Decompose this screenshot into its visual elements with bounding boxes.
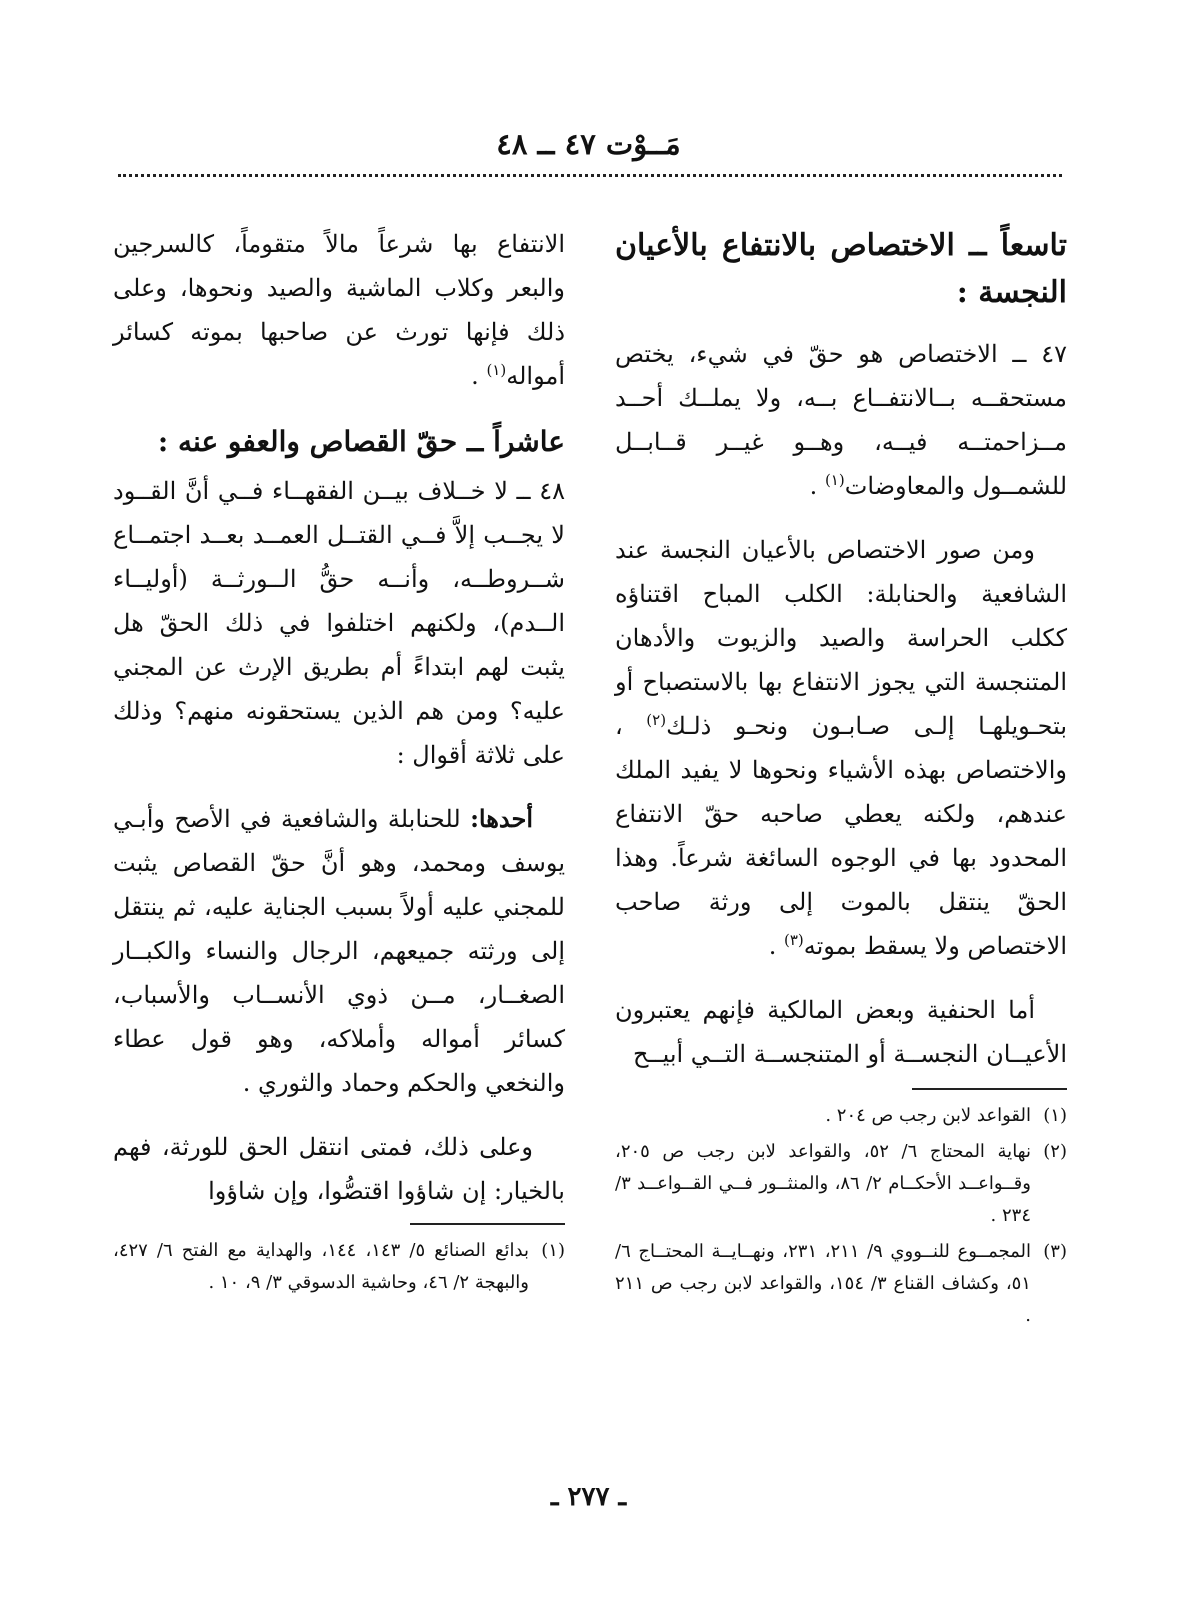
footnote-number: (٢)	[1043, 1141, 1067, 1162]
paragraph-najasa-text: ومن صور الاختصاص بالأعيان النجسة عند الشافعية والحنابلة: الكلب المباح اقتناؤه ككلب الحراسة والصيد والزيوت والأدهان المتنجسة التي يجوز الانتفاع بها بالاستصباح أو بتحـويلهـا إلـى صـابـون ونحـو ذلـك	[615, 536, 1067, 740]
footnote-ref-1[interactable]: (١)	[824, 471, 845, 489]
footnote-text: نهاية المحتاج ٦/ ٥٢، والقواعد لابن رجب ص ٢٠٥، وقــواعــد الأحكــام ٢/ ٨٦، والمنثــور فــي القــواعــد ٣/ ٢٣٤ .	[615, 1141, 1031, 1226]
footnote-ref-2[interactable]: (٢)	[646, 711, 667, 729]
footnote-item	[113, 1235, 565, 1299]
footnote-number: (١)	[1043, 1105, 1067, 1126]
paragraph-47-end: .	[809, 472, 825, 500]
first-opinion-lead: أحدها:	[470, 804, 533, 833]
footnote-item	[615, 1136, 1067, 1232]
paragraph-heirs-choice: وعلى ذلك، فمتى انتقل الحق للورثة، فهم بالخيار: إن شاؤوا اقتصُّوا، وإن شاؤوا	[113, 1133, 565, 1205]
footnote-ref-3[interactable]: (٣)	[783, 931, 804, 949]
footnote-text: القواعد لابن رجب ص ٢٠٤ .	[825, 1105, 1031, 1126]
paragraph-47-text: ٤٧ ــ الاختصاص هو حقّ في شيء، يختص مستحقــه بــالانتفــاع بــه، ولا يملــك أحــد مــزاحمتــه فيــه، وهــو غيــر قــابــل للشمــول والمعاوضات	[615, 340, 1067, 500]
footnote-text: بدائع الصنائع ٥/ ١٤٣، ١٤٤، والهداية مع الفتح ٦/ ٤٢٧، والبهجة ٢/ ٤٦، وحاشية الدسوقي ٣/ ٩، ١٠ .	[113, 1240, 529, 1293]
paragraph-najasa-examples	[615, 528, 1067, 968]
footnote-item	[615, 1236, 1067, 1332]
footnote-number: (١)	[541, 1240, 565, 1261]
paragraph-48: ٤٨ ــ لا خــلاف بيــن الفقهــاء فــي أنَّ القــود لا يجــب إلاَّ فــي القتــل العمــد بعــد اجتمــاع شــروطــه، وأنــه حقُّ الــورثــة (أوليــاء الــدم)، ولكنهم اختلفوا في ذلك الحقّ هل يثبت لهم ابتداءً أم بطريق الإرث عن المجني عليه؟ ومن هم الذين يستحقونه منهم؟ وذلك على ثلاثة أقوال :	[113, 477, 565, 769]
paragraph-first-opinion	[113, 797, 565, 1105]
header-dotted-rule	[118, 174, 1062, 177]
running-head: مَــوْت ٤٧ ــ ٤٨	[496, 127, 681, 161]
footnote-ref-1-left[interactable]: (١)	[486, 361, 507, 379]
section-heading-ninth: تاسعاً ــ الاختصاص بالانتفاع بالأعيان النجسة :	[615, 228, 1067, 310]
right-column	[615, 222, 1067, 1336]
first-opinion-text: للحنابلة والشافعية في الأصح وأبـي يوسف ومحمد، وهو أنَّ حقّ القصاص يثبت للمجني عليه أولاً بسبب الجناية عليه، ثم ينتقل إلى ورثته جميعهم، الرجال والنساء والكبــار الصغــار، مــن ذوي الأنســاب والأسباب، كسائر أمواله وأملاكه، وهو قول عطاء والنخعي والحكم وحماد والثوري .	[113, 805, 565, 1097]
paragraph-najasa-cont: ، والاختصاص بهذه الأشياء ونحوها لا يفيد الملك عندهم، ولكنه يعطي صاحبه حقّ الانتفاع المحدود بها في الوجوه السائغة شرعاً. وهذا الحقّ ينتقل بالموت إلى ورثة صاحب الاختصاص ولا يسقط بموته	[615, 712, 1067, 960]
paragraph-continuation-text: الانتفاع بها شرعاً مالاً متقوماً، كالسرجين والبعر وكلاب الماشية والصيد ونحوها، وعلى ذلك فإنها تورث عن صاحبها بموته كسائر أمواله	[113, 230, 565, 390]
section-heading-tenth: عاشراً ــ حقّ القصاص والعفو عنه :	[157, 425, 565, 458]
paragraph-hanafiya: أما الحنفية وبعض المالكية فإنهم يعتبرون الأعيــان النجســة أو المتنجســة التــي أبيــح	[615, 996, 1067, 1068]
footnote-divider	[912, 1088, 1067, 1090]
paragraph-continuation	[113, 222, 565, 398]
footnote-number: (٣)	[1043, 1241, 1067, 1262]
paragraph-47	[615, 332, 1067, 508]
left-column	[113, 222, 565, 1303]
footnote-divider-left	[410, 1223, 565, 1225]
page-number: ـ ٢٧٧ ـ	[550, 1482, 627, 1512]
footnote-item	[615, 1100, 1067, 1132]
paragraph-najasa-end: .	[768, 932, 784, 960]
paragraph-continuation-end: .	[471, 362, 487, 390]
footnote-text: المجمــوع للنــووي ٩/ ٢١١، ٢٣١، ونهــايــة المحتــاج ٦/ ٥١، وكشاف القناع ٣/ ١٥٤، والقواعد لابن رجب ص ٢١١ .	[615, 1241, 1031, 1326]
